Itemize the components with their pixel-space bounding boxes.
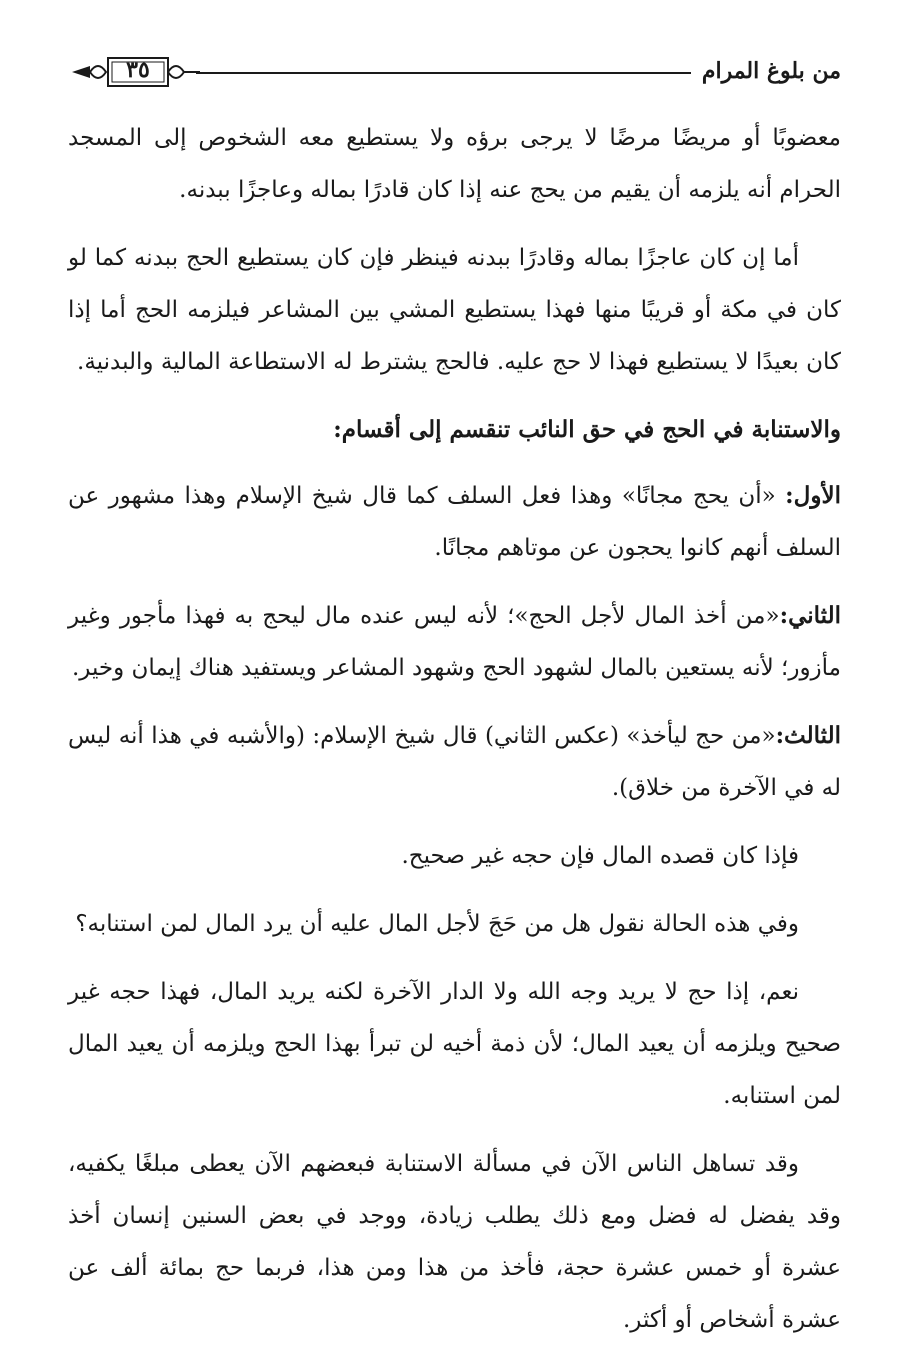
- paragraph-6: فإذا كان قصده المال فإن حجه غير صحيح.: [401, 843, 799, 869]
- paragraph-second-type: [68, 590, 841, 694]
- page-header: [70, 52, 841, 96]
- paragraph-third-type: [68, 710, 841, 814]
- lead-first: الأول:: [785, 482, 841, 509]
- text-first: «أن يحج مجانًا» وهذا فعل السلف كما قال شيخ الإسلام وهذا مشهور عن السلف أنهم كانوا يحجون عن موتاهم مجانًا.: [68, 483, 841, 561]
- text-third: «من حج ليأخذ» (عكس الثاني) قال شيخ الإسلام: (والأشبه في هذا أنه ليس له في الآخرة من خلاق).: [68, 723, 841, 801]
- header-rule: [196, 72, 691, 74]
- page-body: [68, 112, 841, 1362]
- paragraph-first-type: [68, 470, 841, 574]
- paragraph-2: أما إن كان عاجزًا بماله وقادرًا ببدنه فينظر فإن كان يستطيع الحج ببدنه كما لو كان في مكة أو قريبًا منها فهذا يستطيع المشي بين المشاعر فيلزمه الحج أما إذا كان بعيدًا لا يستطيع فهذا لا حج عليه. فالحج يشترط له الاستطاعة المالية والبدنية.: [68, 245, 841, 375]
- lead-third: الثالث:: [775, 722, 841, 749]
- section-heading: والاستنابة في الحج في حق النائب تنقسم إلى أقسام:: [333, 416, 841, 443]
- paragraph-8: نعم، إذا حج لا يريد وجه الله ولا الدار الآخرة لكنه يريد المال، فهذا حجه غير صحيح ويلزمه أن يعيد المال؛ لأن ذمة أخيه لن تبرأ بهذا الحج ويلزمه أن يعيد المال لمن استنابه.: [68, 979, 841, 1109]
- paragraph-1: معضوبًا أو مريضًا مرضًا لا يرجى برؤه ولا يستطيع معه الشخوص إلى المسجد الحرام أنه يلزمه أن يقيم من يحج عنه إذا كان قادرًا بماله وعاجزًا ببدنه.: [68, 125, 841, 203]
- paragraph-7: وفي هذه الحالة نقول هل من حَجَ لأجل المال عليه أن يرد المال لمن استنابه؟: [75, 911, 799, 937]
- paragraph-9: وقد تساهل الناس الآن في مسألة الاستنابة فبعضهم الآن يعطى مبلغًا يكفيه، وقد يفضل له فضل ومع ذلك يطلب زيادة، ووجد في بعض السنين إنسان أخذ عشرة أو خمس عشرة حجة، فأخذ من هذا ومن هذا، فربما حج بمائة ألف عن عشرة أشخاص أو أكثر.: [68, 1151, 841, 1333]
- page-number-frame: [70, 52, 200, 92]
- page-number: ٣٥: [126, 57, 150, 83]
- running-title: من بلوغ المرام: [701, 58, 841, 84]
- lead-second: الثاني:: [779, 602, 841, 629]
- text-second: «من أخذ المال لأجل الحج»؛ لأنه ليس عنده مال ليحج به فهذا مأجور وغير مأزور؛ لأنه يستعين بالمال لشهود الحج وشهود المشاعر ويستفيد هناك إيمان وخير.: [68, 603, 841, 681]
